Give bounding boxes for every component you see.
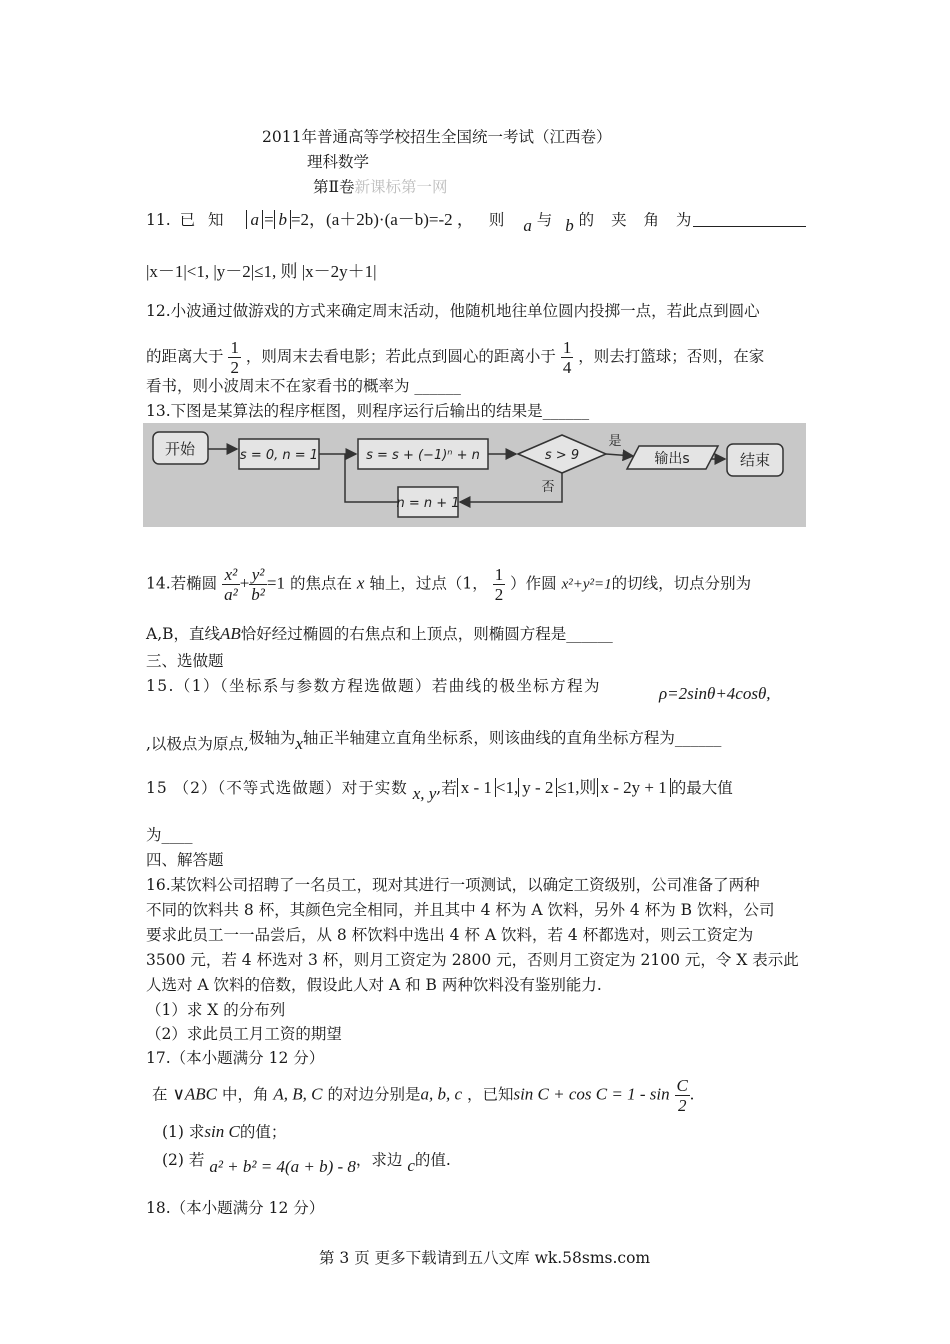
q15-1-x-var: x [295,734,303,753]
q14-plus: + [239,573,250,593]
q18-heading: 18.（本小题满分 12 分） [146,1199,325,1217]
q15-2-abs-2: y - 2 [518,778,557,797]
q15-2-abs-3: x - 2y + 1 [597,778,671,797]
q14-text-f: A,B，直线 [146,625,221,643]
q17-sub2-text-c: 的值. [414,1151,451,1169]
q15-1-line1: 15.（1）（坐标系与参数方程选做题）若曲线的极坐标方程为 [146,677,601,695]
q17-sub2-text-a: (2) 若 [162,1151,205,1169]
part-label [313,177,448,197]
q15-2-text-b: ,若 [436,779,457,797]
q17-period: . [689,1084,695,1104]
flow-cond-label: s > 9 [544,448,580,463]
q17-sub2-eq: a² + b² = 4(a + b) - 8 [209,1157,356,1176]
q15-2-text-d: 的最大值 [670,779,733,797]
q12-line3: 看书，则小波周末不在家看书的概率为 ______ [146,377,461,395]
q14-circle-eq: x²+y²=1 [561,576,612,593]
q17-heading: 17.（本小题满分 12 分） [146,1049,325,1067]
q16-line1: 16.某饮料公司招聘了一名员工，现对其进行一项测试，以确定工资级别，公司准备了两种 [146,876,760,894]
section4-heading: 四、解答题 [146,851,224,869]
q11-stray-line: |x－1|<1, |y－2|≤1, 则 |x－2y＋1| [146,262,377,281]
q12-text-b: ，则周末去看电影；若此点到圆心的距离小于 [245,347,556,366]
q12-fraction-half: $\frac{1}{2}$ [230,338,239,377]
q12-fraction-quarter: $\frac{1}{4}$ [562,338,572,377]
q15-1-text-a: ,以极点为原点, [146,735,249,753]
q11-condition: =2，(a＋2b)·(a－b)=-2 ， [290,210,474,229]
q17-sub1 [162,1122,286,1142]
q17-sub2-c: c [407,1156,415,1175]
q11-tail: 的 夹 角 为 [578,211,698,229]
flow-start-label: 开始 [164,440,196,458]
q17-sub2 [162,1150,451,1176]
q17-fraction-c2: $\frac{C}{2}$ [676,1076,688,1115]
q15-2-line1 [146,778,733,803]
q11-lead: 已 知 [179,211,228,229]
q14-line2 [146,624,613,644]
q17-sub1-text-a: (1) 求 [162,1123,205,1141]
q15-1-text-b: 极轴为 [248,729,296,747]
q11-vec-b: b [565,216,574,235]
flowchart-svg [143,423,806,527]
flowchart-image [143,423,806,527]
page-footer: 第 3 页 更多下载请到五八文库 wk.58sms.com [319,1249,651,1267]
q11-vec-a: a [523,216,532,235]
subject-title: 理科数学 [307,153,370,171]
q15-1-text-c: 轴正半轴建立直角坐标系，则该曲线的直角坐标方程为______ [302,729,722,747]
part-text: 第Ⅱ卷 [313,178,355,196]
flow-yes-label: 是 [608,434,622,449]
flow-no-label: 否 [541,480,555,495]
q14-fraction-x: $\frac{\text{x²}}{\text{a²}}$ [224,565,238,604]
q14-text-e: 的切线，切点分别为 [611,574,752,593]
q12-line2 [146,338,764,377]
q12-text-a: 的距离大于 [146,347,224,366]
q11-line [146,210,698,235]
section3-heading: 三、选做题 [146,652,224,670]
q15-2-abs-1: x - 1 [457,778,496,797]
q17-text-b: 中，角 [221,1085,269,1104]
q11-with: 与 [536,211,553,229]
q15-2-line2: 为____ [146,826,193,844]
q17-equation: sin C + cos C = 1 - sin [513,1084,670,1104]
flow-update-label: s = s + (−1)ⁿ + n [366,448,480,463]
q15-2-text-a: 15 （2）（不等式选做题）对于实数 [146,779,408,797]
q11-answer-blank [693,226,806,227]
exam-title: 2011年普通高等学校招生全国统一考试（江西卷） [262,128,612,146]
flow-init-label: s = 0, n = 1 [239,448,319,463]
q12-line1: 12.小波通过做游戏的方式来确定周末活动，他随机地往单位圆内投掷一点，若此点到圆心 [146,302,760,320]
q11-number: 11. [146,211,171,229]
q15-1-equation: ρ=2sinθ+4cosθ, [659,684,771,703]
q11-abs-a: a = b [246,210,290,229]
q14-fraction-y: $\frac{\text{y²}}{\text{b²}}$ [251,565,265,604]
q16-line4: 3500 元，若 4 杯选对 3 杯，则月工资定为 2800 元，否则月工资定为 2100 元，令 X 表示此 [146,951,799,969]
q14-text-b: 的焦点在 [289,574,352,593]
q11-then: 则 [488,211,505,229]
q17-sides: a, b, c [420,1084,463,1104]
q16-sub1: （1）求 X 的分布列 [146,1001,286,1019]
q16-line2: 不同的饮料共 8 杯，其颜色完全相同，并且其中 4 杯为 A 饮料，另外 4 杯为 B 饮料，公司 [146,901,775,919]
q17-sub1-eq: sin C [204,1122,240,1141]
q17-text-d: ，已知 [466,1085,514,1104]
q14-line1 [146,565,751,604]
q14-ab-line: AB [220,624,241,643]
q14-fraction-point: $\frac{1}{2}$ [494,565,504,604]
watermark-text: 新课标第一网 [354,178,448,196]
q14-text-d: ）作圆 [510,574,557,593]
q16-line3: 要求此员工一一品尝后，从 8 杯饮料中选出 4 杯 A 饮料，若 4 杯都选对，则云工资定为 [146,926,754,944]
q17-line1 [152,1076,694,1115]
q15-2-lt: <1, [495,778,519,797]
q17-text-a: 在 [152,1085,168,1104]
flow-arrow-yes [606,454,633,456]
q17-sub2-text-b: ，求边 [355,1151,403,1169]
q14-text-a: 14.若椭圆 [146,574,218,593]
q17-triangle: ∨ABC [172,1084,218,1104]
q14-text-g: 恰好经过椭圆的右焦点和上顶点，则椭圆方程是______ [240,625,613,643]
q14-equals-one: =1 [266,573,285,593]
q16-sub2: （2）求此员工月工资的期望 [146,1025,342,1043]
q12-text-c: ，则去打篮球；否则，在家 [578,347,765,366]
q15-1-line2 [146,728,722,753]
flow-end-label: 结束 [739,451,771,469]
q17-angles: A, B, C [273,1084,323,1104]
q16-line5: 人选对 A 饮料的倍数，假设此人对 A 和 B 两种饮料没有鉴别能力. [146,976,602,994]
q14-x-var: x [356,573,365,593]
q17-sub1-text-b: 的值； [239,1123,287,1141]
q15-2-le: ≤1,则 [557,778,597,797]
q17-text-c: 的对边分别是 [327,1085,421,1104]
flow-output-label: 输出s [654,451,690,467]
q15-2-vars: x, y [412,784,437,803]
q14-text-c: 轴上，过点（1， [369,574,488,593]
flow-incr-label: n = n + 1 [396,496,460,511]
q13-line: 13.下图是某算法的程序框图，则程序运行后输出的结果是______ [146,402,590,420]
